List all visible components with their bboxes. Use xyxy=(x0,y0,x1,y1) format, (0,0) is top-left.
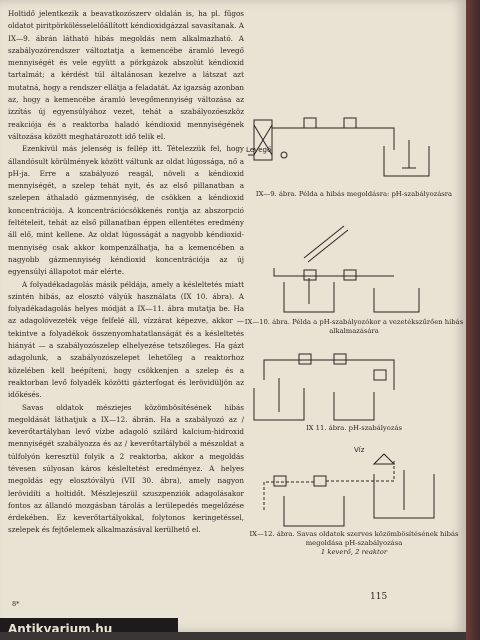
caption-ix-10: IX—10. ábra. Példa a pH-szabályozókor a vezetékszűrően hibás alkalmazására xyxy=(244,318,464,335)
valve-icon xyxy=(281,152,287,158)
figure-ix-11 xyxy=(244,340,464,433)
diagram-ix-11 xyxy=(244,340,464,424)
regulator-icon xyxy=(334,354,346,364)
paragraph-1: Holtidő jelentkezik a beavatkozószerv oldalán is, ha pl. fűgos oldatot piritpörkölésselelőállított kéndioxidgázzal savasítanak. A IX—9. ábrán látható hibás megoldás nem alkalmazható. A szabályozórendszer változtatja a kemencébe áramló levegő mennyiségét és vele együtt a pörkgázok abszolút kéndioxid tartalmát; a kérdést túl általánosan kezelve a látszat azt mutatná, hogy a rendszer ellátja a feladatát. Az igazság azonban az, hogy a kemencébe áramló levegőmennyiség változása az izzítás új egyensúlyához vezet, tehát a szabályozóeszköz reakciója és a reaktorba haladó kéndioxid mennyiségének változása között meghatározott idő telik el. xyxy=(8,9,244,141)
valve-icon xyxy=(374,454,394,464)
regulator-icon xyxy=(304,118,316,128)
watermark: Antikvarium.hu xyxy=(0,618,178,632)
page-number: 115 xyxy=(370,592,388,602)
caption-ix-9: IX—9. ábra. Példa a hibás megoldásra: pH-szabályozásra xyxy=(255,190,453,198)
regulator-icon xyxy=(344,270,356,280)
legend-ix-12: 1 keverő, 2 reaktor xyxy=(320,548,388,556)
figure-ix-9 xyxy=(244,110,464,199)
tank-icon xyxy=(384,146,429,176)
signature-mark: 8* xyxy=(12,600,20,608)
book-spine xyxy=(466,0,480,640)
diagram-ix-10 xyxy=(244,218,464,318)
figure-ix-10 xyxy=(244,218,464,336)
air-label: Levegő xyxy=(246,146,272,154)
ph-instrument-icon xyxy=(344,118,356,128)
ph-instrument-icon xyxy=(299,354,311,364)
figure-ix-12 xyxy=(244,440,464,557)
caption-ix-11: IX 11. ábra. pH-szabályozás xyxy=(305,424,402,432)
regulator-icon xyxy=(314,476,326,486)
diagram-ix-9 xyxy=(244,110,464,190)
diagram-ix-12 xyxy=(244,440,464,530)
paragraph-4: Savas oldatok mésziejes közömbösítésének hibás megoldását láthatjuk a IX—12. ábrán. Ha a szabályozó az / keverőtartályban levő vízbe adagoló szilárd kalcium-hidroxid mennyiségét szabályozza és az / keverőtartályból a mészoldat a túlfolyón keresztül folyik a 2 reaktorba, akkor a megoldás tévesen súlyosan káros késleltetést eredményez. A helyes megoldás egy elosztóvályú (VII 30. ábra), amely nagyon lerövidíti a holtidőt. Mészlejeszül szuszpenziók adagolásakor fontos az állandó mozgásban tárolás a lerülepedés megelőzése érdekében. Ez keverőtartályokkal, folytonos keringetéssel, szelepek és fejtőelemek alkalmazásával kerülhető el. xyxy=(8,402,244,535)
text-column xyxy=(8,8,244,537)
paragraph-2: Ezenkívül más jelenség is fellép itt. Tételezzük fel, hogy állandósult körülmények között váltunk az oldat lúgossága, nő a pH-ja. Erre a szabályozó reagál, növeli a kéndioxid mennyiségét, a szelep tehát nyit, és az első pillanatban a szelepen áthaladó gázmennyiség, de csökken a kéndioxid koncentrációja. A koncentrációcsökkenés rontja az abszorpció feltételeit, tehát az első pillanatban éppen ellentétes eredmény áll elő, mint kellene. Az oldat lúgosságát a nagyobb kéndioxid-mennyiség csak akkor kompenzálhatja, ha a kemencében a nagyobb gázmennyiség kéndioxid koncentrációja az új egyensúlyi állapotot már elérte. xyxy=(8,144,244,277)
paragraph-3: A folyadékadagolás másik példája, amely a késleltetés miatt szintén hibás, az elosztó vályúk használata (IX 10. ábra). A folyadékadagolás helyes módját a IX—11. ábra mutatja be. Ha az adagolóvezeték vége felfelé áll, vízzárat képezve, akkor — tekintve a folyadékok összenyomhatatlanságát és a késleltetés hiányát — a szabályozószelep elhelyezése tetszőleges. Ha gázt adagolunk, a szabályozószelepet lehetőleg a reaktorhoz közelében kell beépíteni, hogy csökkenjen a szelep és a reaktorban levő folyadék közötti gázterfogat és lerövidüljön az időkésés. xyxy=(8,279,244,400)
water-label: Víz xyxy=(354,446,365,454)
caption-ix-12: IX—12. ábra. Savas oldatok szerves közömbösítésének hibás megoldása pH-szabályozása xyxy=(249,530,459,547)
ph-instrument-icon xyxy=(304,270,316,280)
ph-instrument-icon xyxy=(274,476,286,486)
